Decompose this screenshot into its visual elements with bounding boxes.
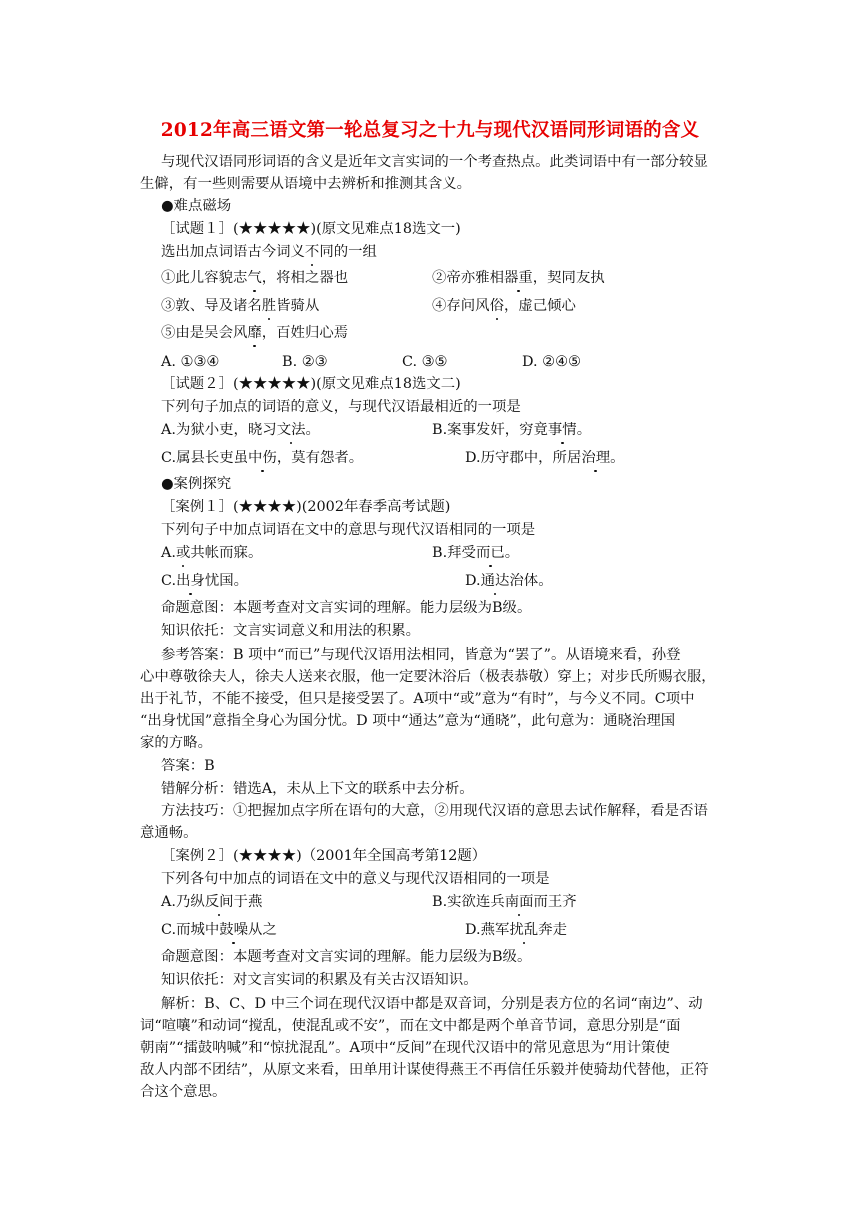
emphasis-dotted-word: 治理: [581, 450, 611, 466]
test2-option-c: C.属县长吏虽中伤，莫有怨者。: [161, 450, 364, 466]
emphasis-dotted-word: 鼓噪: [219, 922, 249, 938]
case2-question: 下列各句中加点的词语在文中的意义与现代汉语相同的一项是: [161, 871, 550, 887]
case2-option-b: B.实欲连兵南面而王齐: [432, 894, 577, 910]
test1-option-5: ⑤由是吴会风靡，百姓归心焉: [161, 325, 349, 341]
emphasis-dotted-word: 器重: [503, 270, 533, 286]
test2-question: 下列句子加点的词语的意义，与现代汉语最相近的一项是: [161, 399, 521, 415]
emphasis-dotted-word: 而已: [475, 545, 505, 561]
case1-reference-line-1: 参考答案：B 项中“而已”与现代汉语用法相同，皆意为“罢了”。从语境来看，孙登: [161, 647, 681, 663]
case2-analysis-line-1: 解析：B、C、D 中三个词在现代汉语中都是双音词，分别是表方位的名词“南边”、动: [161, 996, 703, 1012]
case1-option-b: B.拜受而已。: [432, 545, 520, 561]
case1-method-line-2: 意通畅。: [140, 825, 198, 841]
test1-answer-d: D. ②④⑤: [522, 354, 581, 370]
emphasis-dotted-word: 南面: [504, 894, 534, 910]
emphasis-dotted-word: 俗: [489, 298, 504, 314]
test2-option-d: D.历守郡中，所居治理。: [465, 450, 625, 466]
case2-option-c: C.而城中鼓噪从之: [161, 922, 277, 938]
emphasis-dotted-word: 通达: [480, 573, 510, 589]
emphasis-dotted-word: 文法: [276, 422, 306, 438]
case2-analysis-line-3: 朝南”“擂鼓呐喊”和“惊扰混乱”。A项中“反间”在现代汉语中的常见意思为“用计策使: [140, 1040, 670, 1056]
test1-answer-a: A. ①③④: [161, 354, 220, 370]
intro-line-2: 生僻，有一些则需要从语境中去辨析和推测其含义。: [140, 176, 471, 192]
intro-line-1: 与现代汉语同形词语的含义是近年文言实词的一个考查热点。此类词语中有一部分较显: [161, 154, 708, 170]
test2-option-a: A.为狱小吏，晓习文法。: [161, 422, 320, 438]
case2-option-a: A.乃纵反间于燕: [161, 894, 263, 910]
test2-heading: ［试题２］(★★★★★)(原文见难点18选文二): [161, 376, 461, 392]
case2-basis: 知识依托：对文言实词的积累及有关古汉语知识。: [161, 972, 478, 988]
emphasis-dotted-word: 事情: [547, 422, 577, 438]
emphasis-dotted-word: 反间: [204, 894, 234, 910]
emphasis-dotted-word: 胜: [261, 298, 277, 314]
test1-answer-b: B. ②③: [282, 354, 328, 370]
test1-heading: ［试题１］(★★★★★)(原文见难点18选文一): [161, 221, 461, 237]
section-heading-cases: ●案例探究: [161, 476, 232, 492]
test2-option-b: B.案事发奸，穷竟事情。: [432, 422, 592, 438]
test1-answer-c: C. ③⑤: [402, 354, 448, 370]
case1-option-a: A.或共帐而寐。: [161, 545, 263, 561]
case1-intent: 命题意图：本题考查对文言实词的理解。能力层级为B级。: [161, 600, 532, 616]
case1-reference-line-5: 家的方略。: [140, 735, 212, 751]
case2-analysis-line-4: 敌人内部不团结”，从原文来看，田单用计谋使得燕王不再信任乐毅并使骑劫代替他，正符: [140, 1062, 709, 1078]
case1-basis: 知识依托：文言实词意义和用法的积累。: [161, 623, 421, 639]
case2-option-d: D.燕军扰乱奔走: [465, 922, 567, 938]
case2-heading: ［案例２］(★★★★)（2001年全国高考第12题）: [161, 848, 487, 864]
test1-option-4: ④存问风俗，虚己倾心: [432, 298, 576, 314]
case1-question: 下列句子中加点词语在文中的意思与现代汉语相同的一项是: [161, 522, 536, 538]
case1-reference-line-3: 出于礼节，不能不接受，但只是接受罢了。A项中“或”意为“有时”，与今义不同。C项中: [140, 691, 695, 707]
page-title: 2012年高三语文第一轮总复习之十九与现代汉语同形词语的含义: [160, 120, 700, 141]
test1-option-3: ③敦、导及诸名胜皆骑从: [161, 298, 320, 314]
emphasis-dotted-word: 出身: [176, 573, 205, 589]
section-heading-difficulty: ●难点磁场: [161, 198, 232, 214]
case2-analysis-line-5: 合这个意思。: [140, 1084, 227, 1100]
emphasis-dotted-word: 扰乱: [509, 922, 539, 938]
case1-method-line-1: 方法技巧：①把握加点字所在语句的大意，②用现代汉语的意思去试作解释，看是否语: [161, 803, 708, 819]
emphasis-dotted-word: 或: [175, 545, 191, 561]
emphasis-dotted-word: 不: [304, 244, 320, 260]
case1-option-c: C.出身忧国。: [161, 573, 249, 589]
case1-reference-line-4: “出身忧国”意指全身心为国分忧。D 项中“通达”意为“通晓”，此句意为：通晓治理国: [140, 713, 676, 729]
case1-answer: 答案：B: [161, 758, 215, 774]
case1-option-d: D.通达治体。: [465, 573, 553, 589]
emphasis-dotted-word: 气: [247, 270, 262, 286]
test1-option-1: ①此儿容貌志气，将相之器也: [161, 270, 349, 286]
case2-intent: 命题意图：本题考查对文言实词的理解。能力层级为B级。: [161, 949, 532, 965]
emphasis-dotted-word: 靡: [247, 325, 262, 341]
case1-reference-line-2: 心中尊敬徐夫人，徐夫人送来衣服，他一定要沐浴后（极表恭敬）穿上；对步氏所赐衣服，: [140, 669, 716, 685]
case1-error-analysis: 错解分析：错选A，未从上下文的联系中去分析。: [161, 781, 474, 797]
case1-heading: ［案例１］(★★★★)(2002年春季高考试题): [161, 499, 451, 515]
emphasis-dotted-word: 中伤: [248, 450, 277, 466]
case2-analysis-line-2: 词“喧嚷”和动词“搅乱，使混乱或不安”，而在文中都是两个单音节词，意思分别是“面: [140, 1018, 681, 1034]
test1-question: 选出加点词语古今词义不同的一组: [161, 244, 377, 260]
test1-option-2: ②帝亦雅相器重，契同友执: [432, 270, 605, 286]
